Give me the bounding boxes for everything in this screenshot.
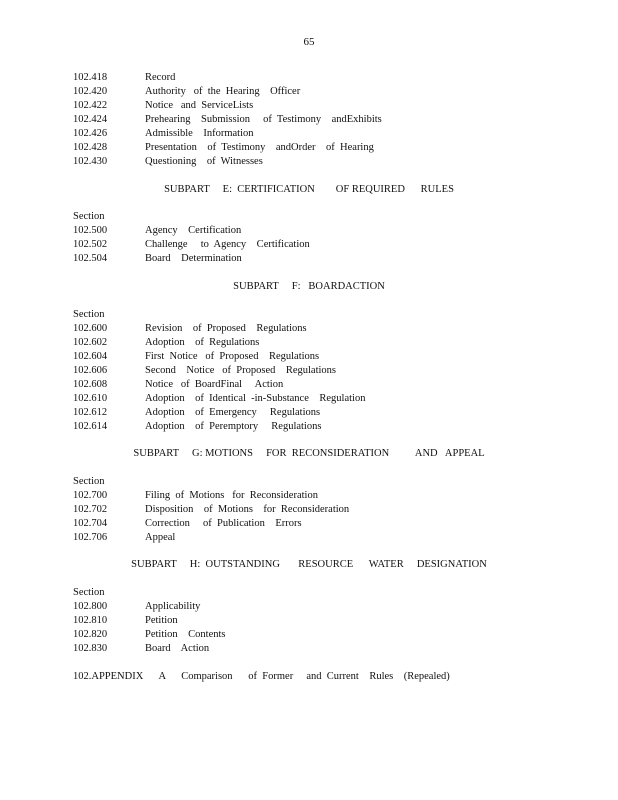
toc-entry [73, 600, 543, 614]
toc-entry [73, 71, 543, 85]
section-title: Board Determination [145, 253, 242, 264]
toc-entry [73, 517, 543, 531]
toc-entry [73, 378, 543, 392]
subpart-f-heading: SUBPART F: BOARDACTION [233, 281, 385, 292]
toc-entry [73, 141, 543, 155]
subpart-e-heading: SUBPART E: CERTIFICATION OF REQUIRED RULES [164, 184, 454, 195]
toc-entry [73, 85, 543, 99]
section-title: Petition Contents [145, 629, 226, 640]
toc-entry [73, 252, 543, 266]
toc-entry [73, 406, 543, 420]
section-number: 102.428 [73, 142, 108, 153]
section-title: Prehearing Submission of Testimony andExhibits [145, 114, 382, 125]
subpart-h-heading: SUBPART H: OUTSTANDING RESOURCE WATER DESIGNATION [131, 559, 487, 570]
section-title: Petition [145, 615, 178, 626]
section-number: 102.706 [73, 532, 108, 543]
toc-entry [73, 224, 543, 238]
toc-entry [73, 420, 543, 434]
toc-entry [73, 127, 543, 141]
section-number: 102.606 [73, 365, 108, 376]
section-title: Admissible Information [145, 128, 254, 139]
section-number: 102.604 [73, 351, 108, 362]
section-title: Revision of Proposed Regulations [145, 323, 307, 334]
section-title: Board Action [145, 643, 210, 654]
section-number: 102.610 [73, 393, 108, 404]
toc-group-hearing [73, 71, 543, 169]
section-title: Adoption of Regulations [145, 337, 260, 348]
section-number: 102.420 [73, 86, 108, 97]
toc-entry [73, 531, 543, 545]
appendix-entry: 102.APPENDIX A Comparison of Former and Current Rules (Repealed) [73, 671, 450, 682]
section-title: Adoption of Identical -in-Substance Regulation [145, 393, 366, 404]
section-number: 102.800 [73, 601, 108, 612]
section-number: 102.418 [73, 72, 108, 83]
section-title: Authority of the Hearing Officer [145, 86, 301, 97]
section-title: Applicability [145, 601, 201, 612]
section-number: 102.704 [73, 518, 108, 529]
toc-entry [73, 614, 543, 628]
section-title: Adoption of Peremptory Regulations [145, 421, 322, 432]
section-title: Challenge to Agency Certification [145, 239, 310, 250]
toc-group-subpart-g [73, 475, 543, 545]
section-number: 102.810 [73, 615, 108, 626]
section-number: 102.700 [73, 490, 108, 501]
toc-entry [73, 99, 543, 113]
section-number: 102.500 [73, 225, 108, 236]
section-title: Questioning of Witnesses [145, 156, 263, 167]
section-title: Adoption of Emergency Regulations [145, 407, 321, 418]
section-number: 102.614 [73, 421, 108, 432]
section-number: 102.502 [73, 239, 108, 250]
section-number: 102.600 [73, 323, 108, 334]
section-title: Filing of Motions for Reconsideration [145, 490, 318, 501]
toc-entry [73, 392, 543, 406]
section-number: 102.612 [73, 407, 108, 418]
section-title: First Notice of Proposed Regulations [145, 351, 320, 362]
section-number: 102.702 [73, 504, 108, 515]
section-label: Section [73, 309, 105, 320]
section-title: Agency Certification [145, 225, 242, 236]
section-number: 102.602 [73, 337, 108, 348]
section-label: Section [73, 587, 105, 598]
section-title: Appeal [145, 532, 176, 543]
page-number: 65 [303, 36, 315, 48]
section-number: 102.830 [73, 643, 108, 654]
toc-entry [73, 642, 543, 656]
toc-entry [73, 322, 543, 336]
toc-group-subpart-e [73, 210, 543, 266]
toc-entry [73, 628, 543, 642]
toc-group-subpart-h [73, 586, 543, 656]
toc-entry [73, 155, 543, 169]
section-title: Disposition of Motions for Reconsideration [145, 504, 350, 515]
section-number: 102.424 [73, 114, 108, 125]
toc-group-subpart-f [73, 308, 543, 434]
section-number: 102.422 [73, 100, 108, 111]
section-label: Section [73, 476, 105, 487]
section-number: 102.504 [73, 253, 108, 264]
section-number: 102.820 [73, 629, 108, 640]
toc-entry [73, 489, 543, 503]
toc-entry [73, 350, 543, 364]
section-title: Record [145, 72, 176, 83]
subpart-g-heading: SUBPART G: MOTIONS FOR RECONSIDERATION AND APPEAL [133, 448, 485, 459]
section-title: Second Notice of Proposed Regulations [145, 365, 337, 376]
toc-entry [73, 364, 543, 378]
section-title: Notice of BoardFinal Action [145, 379, 284, 390]
toc-entry [73, 336, 543, 350]
section-number: 102.430 [73, 156, 108, 167]
section-label: Section [73, 211, 105, 222]
section-title: Presentation of Testimony andOrder of Hearing [145, 142, 374, 153]
toc-entry [73, 238, 543, 252]
section-number: 102.426 [73, 128, 108, 139]
section-title: Notice and ServiceLists [145, 100, 254, 111]
toc-entry [73, 113, 543, 127]
section-number: 102.608 [73, 379, 108, 390]
section-title: Correction of Publication Errors [145, 518, 302, 529]
toc-entry [73, 503, 543, 517]
